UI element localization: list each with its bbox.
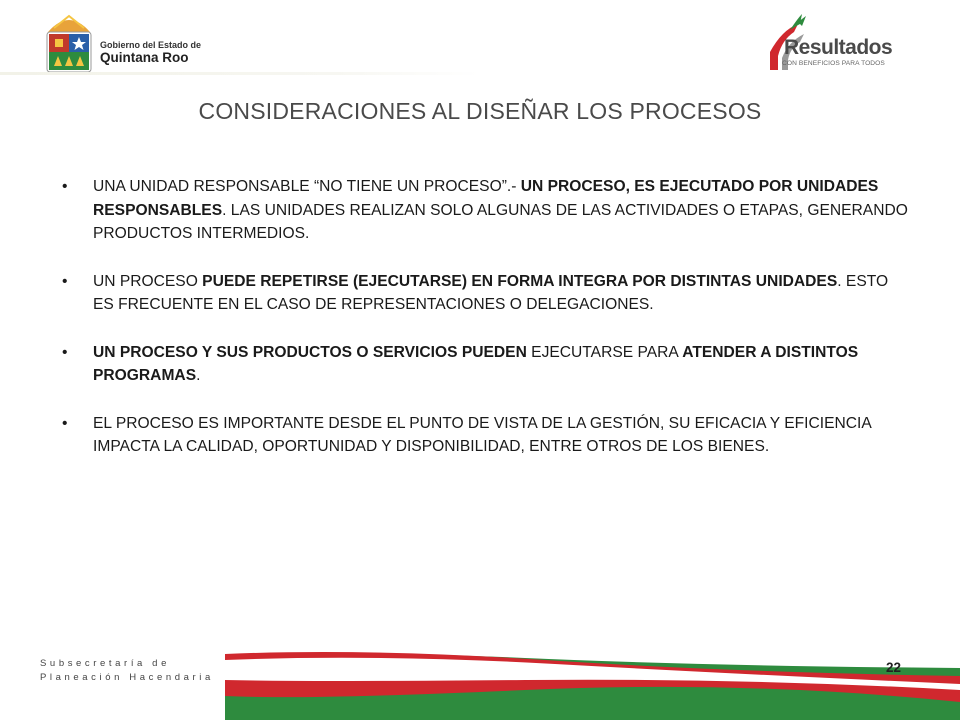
footer-org-line2: Planeación Hacendaria [40, 672, 214, 683]
bullet-bold-text: UN PROCESO, ES EJECUTADO POR UNIDADES RESPONSABLES [93, 178, 879, 219]
bullet-marker: • [62, 272, 68, 290]
brand-word: Resultados [784, 36, 893, 59]
bullet-marker: • [62, 414, 68, 432]
slide-title: CONSIDERACIONES AL DISEÑAR LOS PROCESOS [198, 98, 762, 124]
bullet-text: EJECUTARSE PARA [526, 343, 683, 361]
bullet-text: UNA UNIDAD RESPONSABLE “NO TIENE UN PROCESO”.- [93, 178, 521, 195]
bullet-text: UN PROCESO [93, 272, 203, 290]
gov-logo-line1: Gobierno del Estado de [100, 40, 202, 50]
bullet-marker: • [62, 178, 68, 195]
bullet-item [62, 412, 912, 459]
page-number: 22 [886, 660, 902, 675]
bullet-item [62, 341, 912, 388]
header-divider [0, 72, 480, 75]
gov-logo-line2: Quintana Roo [100, 50, 189, 65]
bullet-text: . ESTO ES FRECUENTE EN EL CASO DE REPRESENTACIONES O DELEGACIONES. [93, 272, 889, 313]
bullet-item [62, 175, 912, 246]
bullet-bold-text: PUEDE REPETIRSE (EJECUTARSE) EN FORMA INTEGRA POR DISTINTAS UNIDADES [202, 272, 838, 290]
bullet-bold-text: UN PROCESO Y SUS PRODUCTOS O SERVICIOS PUEDEN [93, 343, 527, 361]
bullet-text: EL PROCESO ES IMPORTANTE DESDE EL PUNTO DE VISTA DE LA GESTIÓN, SU EFICACIA Y EFICIENCIA IMPACTA LA CALIDAD, OPORTUNIDAD Y DISPONIBILIDAD, ENTRE OTROS DE LOS BIENES. [93, 414, 871, 455]
bullet-item [62, 270, 912, 317]
bullet-list [62, 175, 912, 483]
bullet-bold-text: ATENDER A DISTINTOS PROGRAMAS [93, 343, 859, 384]
footer-org-line1: Subsecretaría de [40, 658, 170, 669]
state-crest-icon [44, 10, 94, 76]
bullet-text: . LAS UNIDADES REALIZAN SOLO ALGUNAS DE LAS ACTIVIDADES O ETAPAS, GENERANDO PRODUCTOS INTERMEDIOS. [93, 201, 908, 242]
bullet-text: . [196, 367, 201, 384]
gobierno-quintana-roo-logo [44, 10, 204, 76]
resultados-logo [768, 12, 898, 74]
footer-org-name [40, 657, 214, 685]
footer-wave-decoration [225, 650, 960, 720]
bullet-marker: • [62, 343, 68, 361]
brand-tagline: CON BENEFICIOS PARA TODOS [782, 60, 885, 67]
